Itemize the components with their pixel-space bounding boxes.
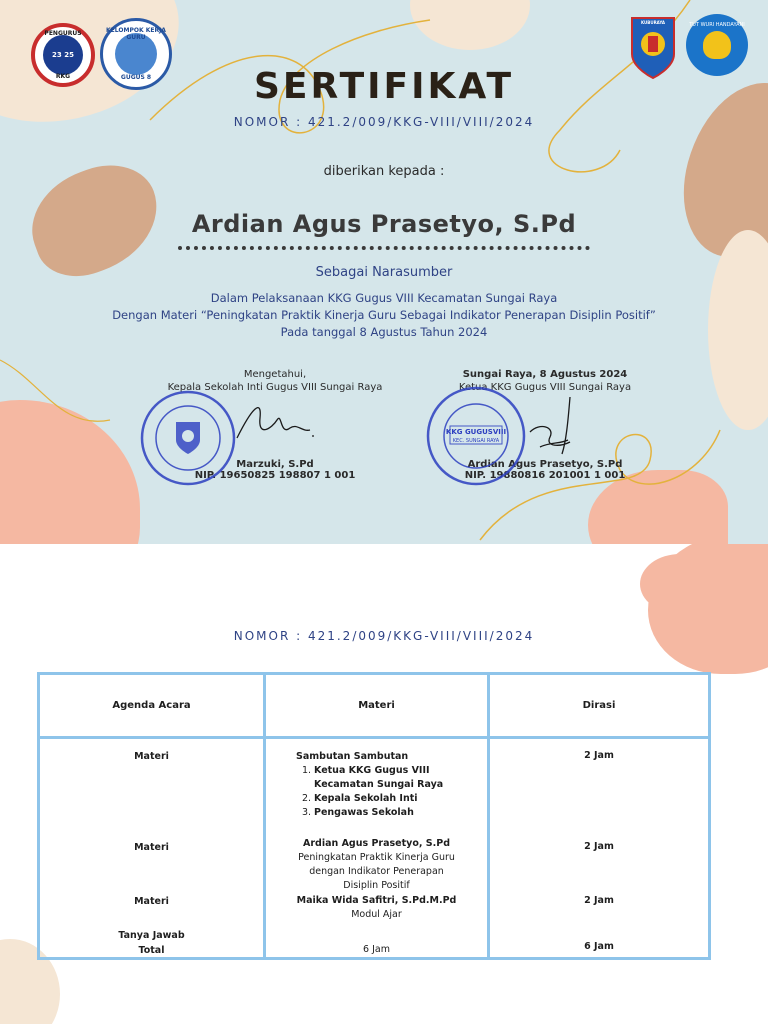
row-durasi: 2 Jam	[584, 895, 614, 906]
total-materi: 6 Jam	[363, 944, 390, 955]
signature-place-date: Sungai Raya, 8 Agustus 2024	[462, 369, 628, 380]
agenda-page	[0, 544, 768, 1024]
row-durasi: 2 Jam	[584, 750, 614, 761]
row-materi	[266, 894, 487, 922]
speaker-name: Maika Wida Safitri, S.Pd.M.Pd	[296, 895, 457, 906]
handwritten-signature	[232, 398, 322, 448]
signature-position: Kepala Sekolah Inti Gugus VIII Sungai Raya	[167, 382, 383, 393]
header-durasi: Dirasi	[582, 700, 616, 711]
row-agenda: Materi	[134, 896, 169, 907]
list-item	[302, 806, 486, 820]
stamp-text: KEC. SUNGAI RAYA	[452, 438, 500, 444]
total-durasi: 6 Jam	[584, 941, 614, 952]
description-line: Pada tanggal 8 Agustus Tahun 2024	[280, 325, 488, 339]
logo-text: KUBURAYA	[641, 20, 665, 25]
logo-center	[703, 31, 731, 59]
list-item	[302, 792, 486, 806]
list-text: Ketua KKG Gugus VIII Kecamatan Sungai Raya	[314, 765, 444, 790]
list-number: 2.	[302, 793, 312, 804]
logo-text: PENGURUS	[44, 30, 82, 37]
given-to-label: diberikan kepada :	[323, 164, 445, 179]
row-agenda: Tanya Jawab	[118, 930, 185, 941]
recipient-name: Ardian Agus Prasetyo, S.Pd	[191, 210, 577, 238]
logo-text: GUGUS 8	[120, 74, 152, 81]
materi-topic: Peningkatan Praktik Kinerja Guru dengan Indikator Penerapan Disiplin Positif	[298, 852, 455, 891]
description-line: Dengan Materi “Peningkatan Praktik Kinerja Guru Sebagai Indikator Penerapan Disiplin Positif”	[112, 308, 656, 322]
signatory-name: Ardian Agus Prasetyo, S.Pd	[467, 459, 623, 470]
decor-blob	[640, 554, 720, 614]
signatory-nip: NIP. 19880816 201001 1 001	[464, 470, 626, 481]
materi-heading: Sambutan Sambutan	[296, 751, 409, 762]
logo-text: TUT WURI HANDAYANI	[689, 22, 745, 28]
certificate-title: SERTIFIKAT	[253, 66, 515, 107]
agenda-table	[37, 672, 711, 960]
logo-text: KELOMPOK KERJA GURU	[106, 27, 166, 41]
row-materi	[266, 837, 487, 893]
signature-intro: Mengetahui,	[243, 369, 307, 380]
recipient-role: Sebagai Narasumber	[315, 265, 453, 280]
certificate-number: NOMOR : 421.2/009/KKG-VIII/VIII/2024	[233, 115, 535, 129]
dotted-divider	[178, 246, 590, 250]
row-agenda: Materi	[134, 751, 169, 762]
agenda-number: NOMOR : 421.2/009/KKG-VIII/VIII/2024	[233, 629, 535, 643]
school-stamp	[138, 388, 238, 488]
row-durasi: 2 Jam	[584, 841, 614, 852]
materi-topic: Modul Ajar	[351, 909, 402, 920]
certificate-description	[0, 290, 768, 341]
total-label: Total	[138, 945, 165, 956]
header-agenda: Agenda Acara	[112, 700, 191, 711]
logo-text: RKG	[55, 73, 71, 80]
handwritten-signature	[510, 392, 580, 462]
table-header	[40, 675, 708, 739]
signatory-nip: NIP. 19650825 198807 1 001	[194, 470, 356, 481]
list-item	[302, 764, 486, 792]
stamp-text: KKG GUGUSVIII	[445, 428, 507, 436]
list-text: Pengawas Sekolah	[314, 807, 414, 818]
row-agenda: Materi	[134, 842, 169, 853]
list-number: 3.	[302, 807, 312, 818]
logo-center: 23 25	[43, 35, 83, 75]
signatory-name: Marzuki, S.Pd	[236, 459, 314, 470]
header-materi: Materi	[358, 700, 395, 711]
sambutan-list	[296, 764, 486, 820]
list-number: 1.	[302, 765, 312, 776]
row-materi-list	[296, 750, 486, 820]
speaker-name: Ardian Agus Prasetyo, S.Pd	[303, 838, 450, 849]
list-text: Kepala Sekolah Inti	[314, 793, 418, 804]
signature-position: Ketua KKG Gugus VIII Sungai Raya	[458, 382, 632, 393]
description-line: Dalam Pelaksanaan KKG Gugus VIII Kecamatan Sungai Raya	[210, 291, 558, 305]
